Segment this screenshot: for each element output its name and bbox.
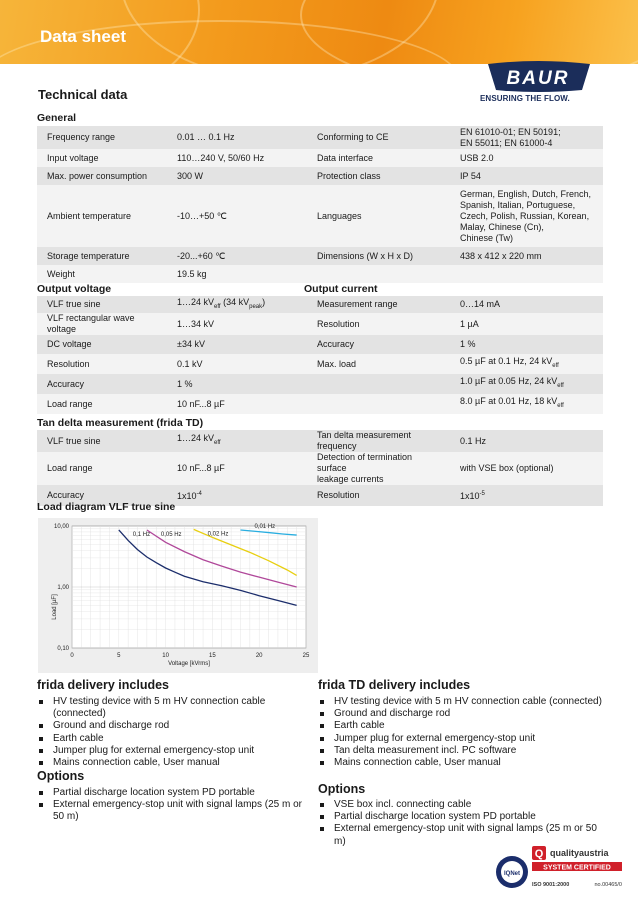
certification-badge: [494, 842, 624, 896]
series-label: 0,1 Hz: [132, 531, 151, 538]
frida-delivery-title: frida delivery includes: [37, 678, 169, 692]
output-value: 1 %: [177, 378, 193, 389]
output-cell: [167, 313, 307, 335]
output-cell: [167, 374, 307, 394]
output-row: [37, 296, 603, 313]
list-item: External emergency-stop unit with signal lamps (25 m or 50 m): [37, 799, 307, 823]
output-cell: [307, 374, 450, 394]
output-value: 0.5 µF at 0.1 Hz, 24 kV: [460, 356, 553, 367]
tan-delta-cell: Load range: [37, 452, 167, 485]
list-item: Ground and discharge rod: [37, 720, 307, 732]
x-axis-label: Voltage [kVrms]: [168, 661, 210, 667]
output-value: 8.0 µF at 0.01 Hz, 18 kV: [460, 396, 558, 407]
general-cell: [307, 265, 450, 283]
output-cell: [450, 354, 603, 374]
output-value: 1…24 kV: [177, 296, 215, 307]
frida-delivery-list: [37, 696, 307, 769]
section-title-technical-data: Technical data: [38, 87, 128, 102]
output-subscript: eff: [552, 362, 559, 369]
section-title-output-current: Output current: [304, 283, 378, 295]
quality-austria-text: qualityaustria: [550, 848, 609, 858]
tan-delta-cell: Accuracy: [37, 485, 167, 506]
output-value: 1.0 µF at 0.05 Hz, 24 kV: [460, 376, 558, 387]
output-value: 1…34 kV: [177, 318, 215, 329]
tan-delta-script: -5: [479, 491, 485, 497]
general-cell: Weight: [37, 265, 167, 283]
output-cell: Accuracy: [307, 335, 450, 354]
general-cell: [450, 265, 603, 283]
output-value: 0.1 kV: [177, 358, 203, 369]
general-cell: EN 61010-01; EN 50191; EN 55011; EN 61000-4: [450, 126, 603, 149]
tan-delta-cell: [450, 452, 603, 485]
y-tick-label: 1,00: [57, 585, 69, 591]
list-item: Ground and discharge rod: [318, 708, 608, 720]
output-cell: [167, 296, 307, 313]
list-item: External emergency-stop unit with signal lamps (25 m or 50 m): [318, 823, 608, 847]
output-cell: Load range: [37, 394, 167, 414]
x-tick-label: 15: [209, 653, 216, 659]
tan-delta-value: with VSE box (optional): [460, 463, 554, 473]
output-subscript: peak: [249, 303, 263, 310]
output-cell: [167, 394, 307, 414]
general-cell: IP 54: [450, 167, 603, 185]
output-cell: [307, 394, 450, 414]
x-tick-label: 10: [162, 653, 169, 659]
general-cell: Dimensions (W x H x D): [307, 247, 450, 265]
general-cell: Conforming to CE: [307, 126, 450, 149]
general-cell: German, English, Dutch, French, Spanish, Italian, Portuguese, Czech, Polish, Russian, Korean, Malay, Chinese (Cn), Chinese (Tw): [450, 185, 603, 247]
output-cell: [450, 296, 603, 313]
tan-delta-script: -4: [196, 491, 202, 497]
output-row: [37, 394, 603, 414]
output-row: [37, 335, 603, 354]
svg-text:BAUR: BAUR: [506, 68, 570, 89]
output-cell: [167, 335, 307, 354]
output-subscript: eff: [557, 382, 564, 389]
section-title-load-diagram: Load diagram VLF true sine: [37, 501, 176, 513]
general-cell: 300 W: [167, 167, 307, 185]
output-value: 10 nF...8 µF: [177, 398, 225, 409]
general-cell: 19.5 kg: [167, 265, 307, 283]
list-item: VSE box incl. connecting cable: [318, 799, 608, 811]
list-item: Jumper plug for external emergency-stop unit: [37, 745, 307, 757]
output-cell: VLF rectangular wave voltage: [37, 313, 167, 335]
general-cell: -10…+50 ℃: [167, 185, 307, 247]
tan-delta-cell: [167, 430, 307, 452]
general-cell: Frequency range: [37, 126, 167, 149]
output-cell: [450, 394, 603, 414]
section-title-general: General: [37, 112, 77, 124]
general-cell: Max. power consumption: [37, 167, 167, 185]
tan-delta-row: [37, 452, 603, 485]
x-tick-label: 0: [70, 653, 74, 659]
tan-delta-cell: [450, 485, 603, 506]
output-value: 0…14 mA: [460, 299, 501, 309]
general-cell: Ambient temperature: [37, 185, 167, 247]
frida-options-list: [37, 787, 307, 824]
output-subscript: eff: [214, 303, 221, 310]
output-cell: [450, 313, 603, 335]
output-cell: Resolution: [307, 313, 450, 335]
tan-delta-value: 1x10: [177, 491, 197, 501]
tan-delta-cell: Detection of termination surface leakage currents: [307, 452, 450, 485]
output-value: 1 %: [460, 339, 476, 349]
output-subscript: eff: [557, 402, 564, 409]
list-item: Partial discharge location system PD portable: [318, 811, 608, 823]
iqnet-text: IQNet: [503, 871, 521, 877]
list-item: Earth cable: [37, 733, 307, 745]
output-cell: [167, 354, 307, 374]
general-row: [37, 149, 603, 167]
general-table: [37, 126, 603, 283]
baur-logo: [478, 60, 598, 104]
general-row: [37, 247, 603, 265]
list-item: Mains connection cable, User manual: [37, 757, 307, 769]
output-cell: DC voltage: [37, 335, 167, 354]
general-row: [37, 185, 603, 247]
output-table: [37, 296, 603, 414]
svg-text:Q: Q: [534, 848, 544, 860]
iso-text: ISO 9001:2000: [532, 882, 570, 888]
general-cell: Data interface: [307, 149, 450, 167]
header-banner: [0, 0, 638, 64]
output-value-extra: ): [262, 296, 266, 307]
tan-delta-cell: [450, 430, 603, 452]
list-item: Mains connection cable, User manual: [318, 757, 608, 769]
load-diagram-svg: [38, 518, 318, 673]
output-value: 1 µA: [460, 318, 479, 329]
x-tick-label: 25: [302, 653, 310, 659]
general-row: [37, 126, 603, 149]
output-cell: Max. load: [307, 354, 450, 374]
section-title-output-voltage: Output voltage: [37, 283, 112, 295]
tan-delta-cell: VLF true sine: [37, 430, 167, 452]
output-row: [37, 354, 603, 374]
general-row: [37, 167, 603, 185]
series-label: 0,02 Hz: [207, 531, 229, 538]
tan-delta-value: 0.1 Hz: [460, 435, 487, 446]
tan-delta-table: [37, 430, 603, 506]
list-item: Partial discharge location system PD portable: [37, 787, 307, 799]
frida-td-delivery-title: frida TD delivery includes: [318, 678, 471, 692]
list-item: Jumper plug for external emergency-stop unit: [318, 733, 608, 745]
output-cell: [450, 335, 603, 354]
list-item: HV testing device with 5 m HV connection cable (connected): [37, 696, 307, 720]
x-tick-label: 20: [255, 653, 263, 659]
general-cell: Input voltage: [37, 149, 167, 167]
general-cell: 0.01 … 0.1 Hz: [167, 126, 307, 149]
tan-delta-cell: Resolution: [307, 485, 450, 506]
y-tick-label: 0,10: [57, 646, 69, 652]
brand-tagline: ENSURING THE FLOW.: [480, 94, 570, 103]
section-title-tan-delta: Tan delta measurement (frida TD): [37, 417, 204, 429]
tan-delta-row: [37, 430, 603, 452]
frida-td-delivery-list: [318, 696, 608, 769]
output-row: [37, 374, 603, 394]
tan-delta-cell: [167, 452, 307, 485]
frida-options-title: Options: [37, 769, 85, 783]
output-value: ±34 kV: [177, 339, 205, 349]
list-item: HV testing device with 5 m HV connection cable (connected): [318, 696, 608, 708]
output-cell: Resolution: [37, 354, 167, 374]
tan-delta-value: 1…24 kV: [177, 433, 215, 444]
output-cell: VLF true sine: [37, 296, 167, 313]
x-tick-label: 5: [117, 653, 121, 659]
output-cell: Accuracy: [37, 374, 167, 394]
general-cell: 110…240 V, 50/60 Hz: [167, 149, 307, 167]
general-cell: -20...+60 ℃: [167, 247, 307, 265]
general-cell: Protection class: [307, 167, 450, 185]
output-row: [37, 313, 603, 335]
frida-td-options-title: Options: [318, 782, 366, 796]
output-value-extra: (34 kV: [220, 296, 250, 307]
general-cell: Languages: [307, 185, 450, 247]
general-cell: Storage temperature: [37, 247, 167, 265]
frida-td-options-list: [318, 799, 608, 848]
tan-delta-script: eff: [214, 439, 221, 446]
list-item: Tan delta measurement incl. PC software: [318, 745, 608, 757]
load-diagram-chart: [38, 518, 318, 673]
tan-delta-value: 1x10: [460, 491, 480, 501]
tan-delta-cell: Tan delta measurement frequency: [307, 430, 450, 452]
output-cell: [450, 374, 603, 394]
iqnet-logo: [494, 842, 624, 896]
series-label: 0,01 Hz: [254, 523, 276, 530]
reg-text: no.00465/0: [594, 882, 622, 888]
system-certified-text: SYSTEM CERTIFIED: [543, 864, 611, 872]
baur-logo-mark: [478, 60, 598, 94]
output-cell: Measurement range: [307, 296, 450, 313]
series-label: 0,05 Hz: [160, 531, 182, 538]
y-tick-label: 10,00: [53, 524, 69, 530]
tan-delta-cell: [167, 485, 307, 506]
tan-delta-value: 10 nF...8 µF: [177, 463, 225, 473]
general-cell: USB 2.0: [450, 149, 603, 167]
page-title: Data sheet: [40, 27, 126, 46]
general-row: [37, 265, 603, 283]
general-cell: 438 x 412 x 220 mm: [450, 247, 603, 265]
y-axis-label: Load [µF]: [52, 594, 58, 620]
list-item: Earth cable: [318, 720, 608, 732]
